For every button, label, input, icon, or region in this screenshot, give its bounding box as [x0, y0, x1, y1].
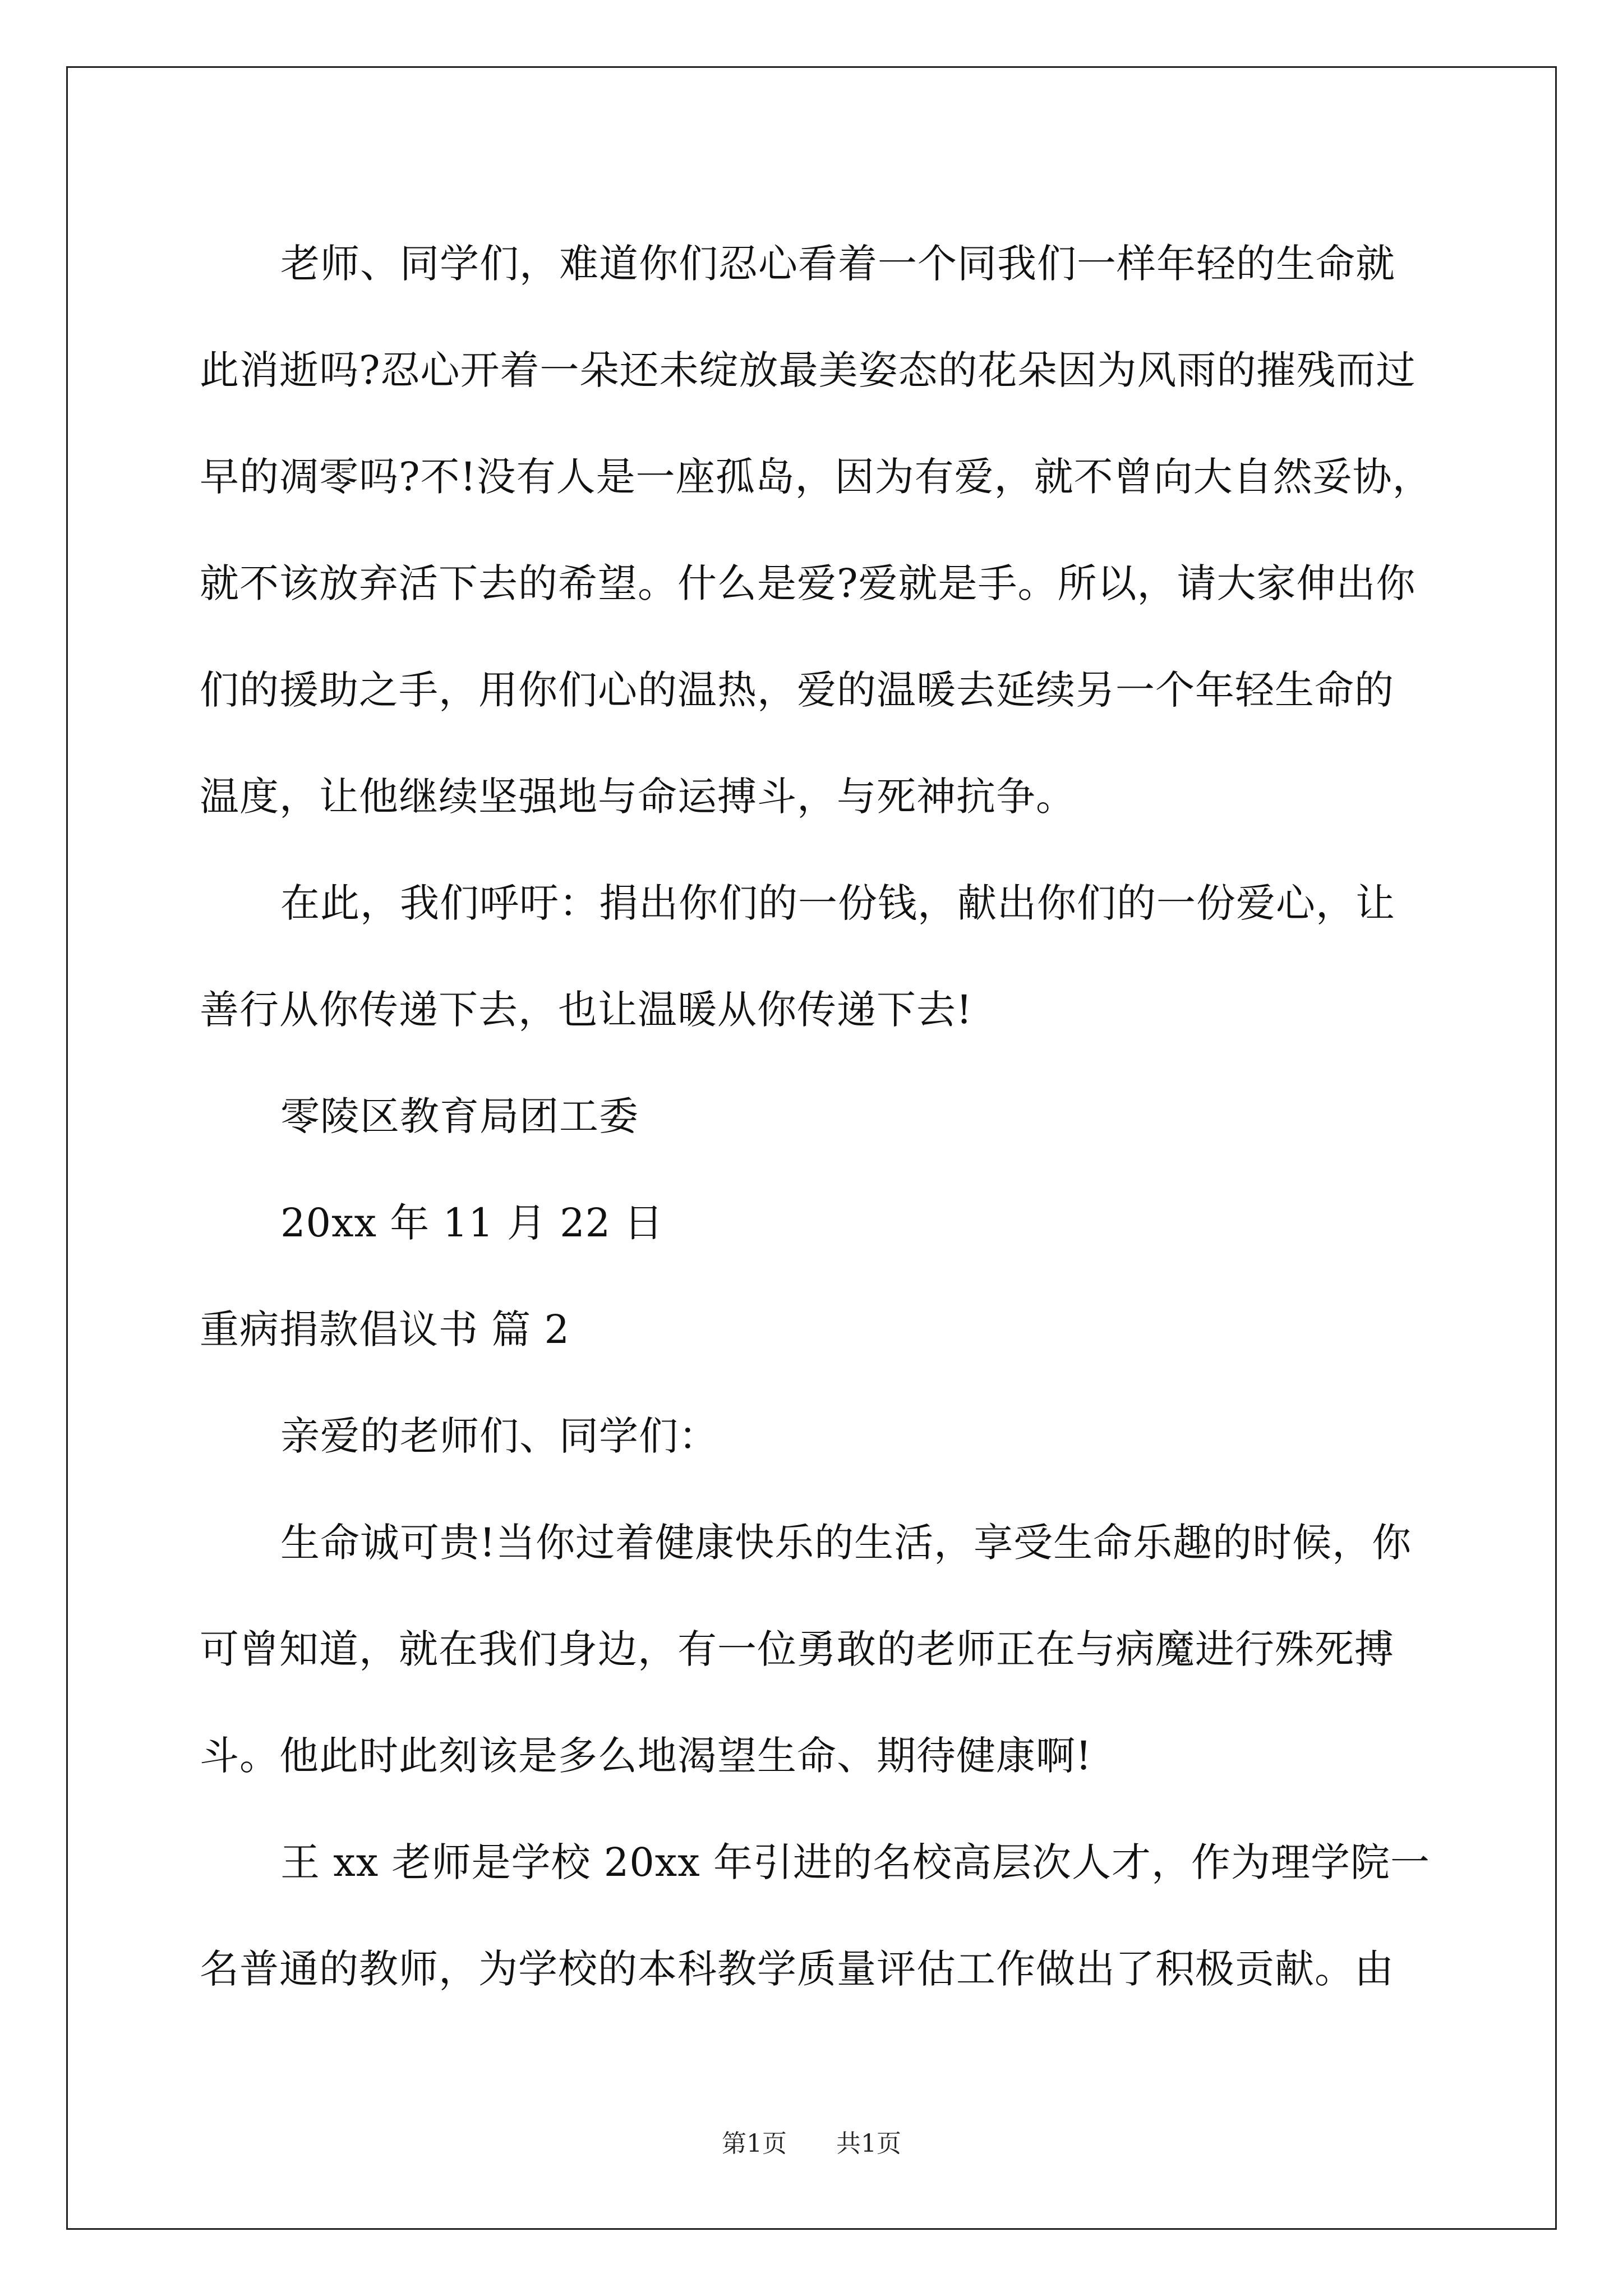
- paragraph-appeal: 老师、同学们，难道你们忍心看着一个同我们一样年轻的生命就此消逝吗?忍心开着一朵还未绽放最美姿态的花朵因为风雨的摧残而过早的凋零吗?不!没有人是一座孤岛，因为有爱，就不曾向大自然妥协，就不该放弃活下去的希望。什么是爱?爱就是手。所以，请大家伸出你们的援助之手，用你们心的温热，爱的温暖去延续另一个年轻生命的温度，让他继续坚强地与命运搏斗，与死神抗争。: [200, 241, 1432, 820]
- salutation: 亲爱的老师们、同学们：: [280, 1413, 718, 1459]
- paragraph-life: 生命诚可贵!当你过着健康快乐的生活，享受生命乐趣的时候，你可曾知道，就在我们身边，有一位勇敢的老师正在与病魔进行殊死搏斗。他此时此刻该是多么地渴望生命、期待健康啊!: [200, 1520, 1412, 1779]
- section-heading: 重病捐款倡议书 篇 2: [200, 1306, 570, 1352]
- page-number-total: 共1页: [836, 2129, 901, 2158]
- page-footer: [0, 2123, 1623, 2159]
- document-body: [200, 210, 1433, 2022]
- signature-organization: 零陵区教育局团工委: [280, 1093, 639, 1139]
- signature-date: 20xx 年 11 月 22 日: [280, 1200, 664, 1246]
- paragraph-teacher: 王 xx 老师是学校 20xx 年引进的名校高层次人才，作为理学院一名普通的教师，为学校的本科教学质量评估工作做出了积极贡献。由: [200, 1839, 1430, 1992]
- paragraph-call: 在此，我们呼吁：捐出你们的一份钱，献出你们的一份爱心，让善行从你传递下去，也让温暖从你传递下去!: [200, 880, 1395, 1033]
- page-number-current: 第1页: [722, 2129, 787, 2158]
